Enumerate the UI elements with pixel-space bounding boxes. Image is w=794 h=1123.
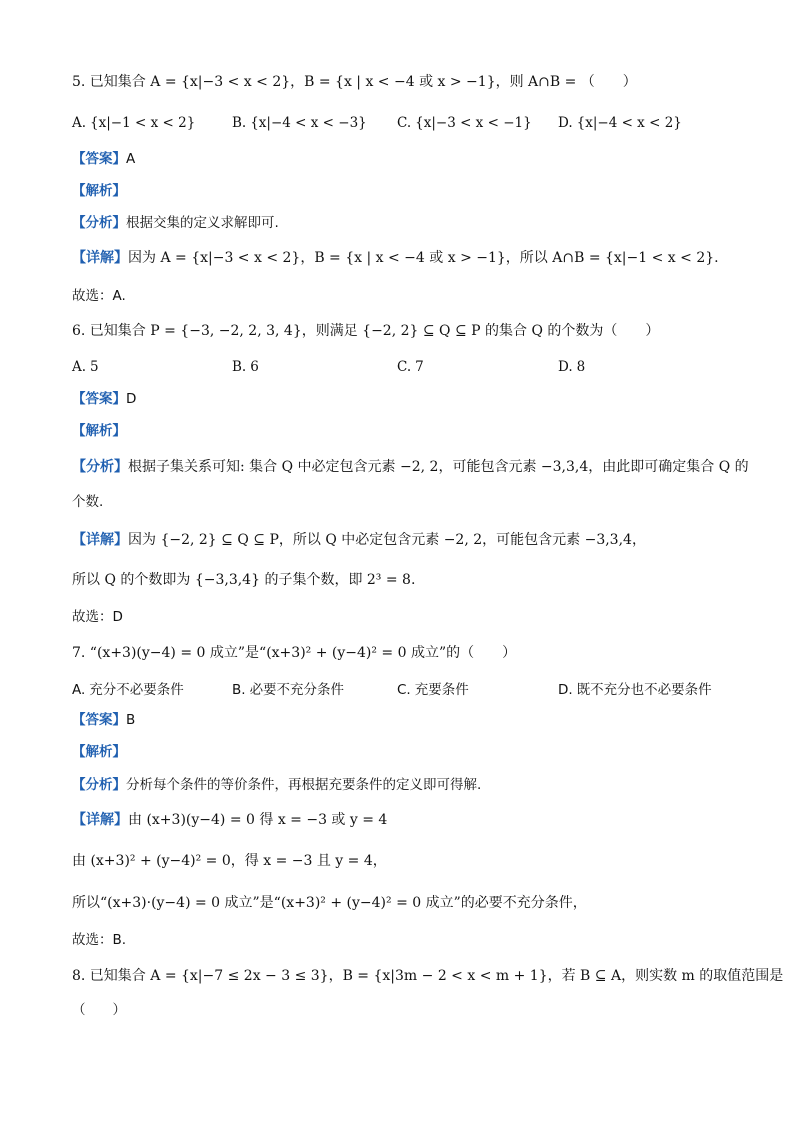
q7-fenxi: 【分析】分析每个条件的等价条件，再根据充要条件的定义即可得解. <box>72 777 482 793</box>
q7-xiangjie-line3: 所以“(x+3)·(y−4) = 0 成立”是“(x+3)² + (y−4)² = 0 成立”的必要不充分条件， <box>72 895 587 911</box>
q7-answer: 【答案】B <box>72 712 136 728</box>
q6-analysis-heading: 【解析】 <box>72 423 126 439</box>
q6-answer: 【答案】D <box>72 391 137 407</box>
q7-option-a: A. 充分不必要条件 <box>72 682 184 698</box>
q7-stem: 7. “(x+3)(y−4) = 0 成立”是“(x+3)² + (y−4)² = 0 成立”的（ ） <box>72 645 517 661</box>
q6-fenxi: 【分析】根据子集关系可知: 集合 Q 中必定包含元素 −2, 2，可能包含元素 −3,3,4，由此即可确定集合 Q 的 <box>72 459 749 475</box>
q5-option-d: D. {x|−4 < x < 2} <box>558 115 682 131</box>
q5-answer: 【答案】A <box>72 151 136 167</box>
q5-xiangjie: 【详解】因为 A = {x|−3 < x < 2}，B = {x | x < −4 或 x > −1}，所以 A∩B = {x|−1 < x < 2}. <box>72 250 719 266</box>
q7-option-c: C. 充要条件 <box>397 682 469 698</box>
q6-conclusion: 故选：D <box>72 609 123 625</box>
q7-xiangjie: 【详解】由 (x+3)(y−4) = 0 得 x = −3 或 y = 4 <box>72 812 388 828</box>
q6-stem: 6. 已知集合 P = {−3, −2, 2, 3, 4}，则满足 {−2, 2} ⊆ Q ⊆ P 的集合 Q 的个数为（ ） <box>72 323 660 339</box>
q6-option-c: C. 7 <box>397 359 424 375</box>
q7-conclusion: 故选：B. <box>72 932 127 948</box>
q7-option-d: D. 既不充分也不必要条件 <box>558 682 712 698</box>
q5-option-a: A. {x|−1 < x < 2} <box>72 115 196 131</box>
q6-option-b: B. 6 <box>232 359 259 375</box>
q5-fenxi: 【分析】根据交集的定义求解即可. <box>72 215 279 231</box>
q5-analysis-heading: 【解析】 <box>72 183 126 199</box>
q6-option-a: A. 5 <box>72 359 99 375</box>
q6-option-d: D. 8 <box>558 359 586 375</box>
q7-xiangjie-line2: 由 (x+3)² + (y−4)² = 0，得 x = −3 且 y = 4， <box>72 853 387 869</box>
q6-xiangjie-continued: 所以 Q 的个数即为 {−3,3,4} 的子集个数，即 2³ = 8. <box>72 572 416 588</box>
q8-stem-continued: （ ） <box>72 1002 126 1018</box>
q6-xiangjie: 【详解】因为 {−2, 2} ⊆ Q ⊆ P，所以 Q 中必定包含元素 −2, 2，可能包含元素 −3,3,4， <box>72 532 646 548</box>
q5-stem: 5. 已知集合 A = {x|−3 < x < 2}，B = {x | x < −4 或 x > −1}，则 A∩B = （ ） <box>72 74 637 90</box>
q5-conclusion: 故选：A. <box>72 288 126 304</box>
q7-option-b: B. 必要不充分条件 <box>232 682 345 698</box>
q6-fenxi-continued: 个数. <box>72 494 104 510</box>
q5-option-c: C. {x|−3 < x < −1} <box>397 115 532 131</box>
q7-analysis-heading: 【解析】 <box>72 744 126 760</box>
q5-option-b: B. {x|−4 < x < −3} <box>232 115 367 131</box>
q8-stem: 8. 已知集合 A = {x|−7 ≤ 2x − 3 ≤ 3}，B = {x|3m − 2 < x < m + 1}，若 B ⊆ A，则实数 m 的取值范围是 <box>72 968 784 984</box>
